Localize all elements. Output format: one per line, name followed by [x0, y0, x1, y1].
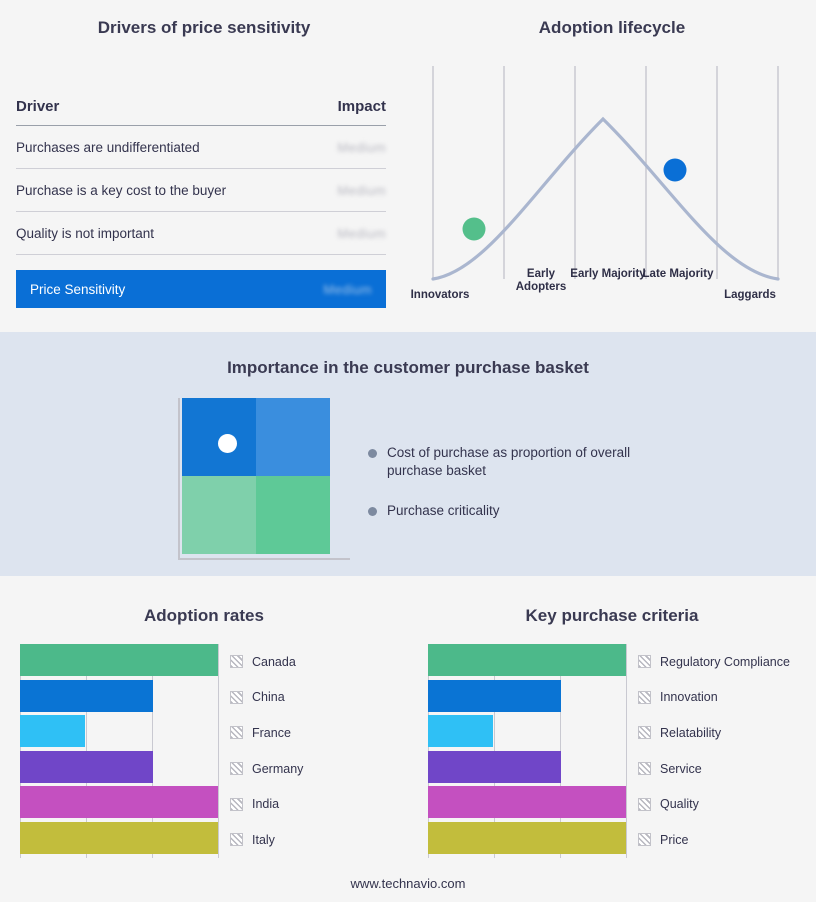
hatch-swatch-icon: [230, 798, 243, 811]
bar: [428, 822, 626, 854]
hatch-swatch-icon: [230, 762, 243, 775]
lifecycle-stage-label: Late Majority: [642, 268, 714, 280]
header-driver: Driver: [16, 98, 60, 115]
legend-label: Price: [660, 832, 689, 847]
purchase-criteria-chart: [428, 644, 628, 858]
hatch-swatch-icon: [230, 833, 243, 846]
purchase-criteria-panel: [408, 576, 816, 902]
driver-name: Purchases are undifferentiated: [16, 139, 200, 155]
purchase-criteria-title: Key purchase criteria: [525, 606, 699, 625]
driver-name: Purchase is a key cost to the buyer: [16, 182, 227, 198]
drivers-title: Drivers of price sensitivity: [97, 18, 311, 37]
lifecycle-curve-chart: [426, 66, 798, 291]
driver-impact: Medium: [337, 182, 386, 198]
bar-row: [428, 680, 628, 712]
table-row: [16, 212, 386, 255]
hatch-swatch-icon: [230, 655, 243, 668]
bar-row: [20, 644, 220, 676]
bar-row: [20, 822, 220, 854]
adoption-lifecycle-panel: [408, 0, 816, 332]
hatch-swatch-icon: [638, 833, 651, 846]
adoption-rates-panel: [0, 576, 408, 902]
quadrant-cell-bottom-right: [256, 476, 330, 554]
bar: [20, 822, 218, 854]
bar: [20, 751, 153, 783]
lifecycle-marker-late-majority: [664, 159, 687, 182]
legend-item: [638, 715, 790, 751]
legend-item: [230, 644, 303, 680]
quadrant-x-axis: [178, 558, 350, 560]
basket-legend: [368, 444, 637, 542]
lifecycle-marker-innovators: [463, 218, 486, 241]
quadrant-cell-bottom-left: [182, 476, 256, 554]
legend-label: Italy: [252, 832, 275, 847]
basket-title: Importance in the customer purchase basket: [227, 358, 589, 377]
hatch-swatch-icon: [638, 762, 651, 775]
bar: [428, 786, 626, 818]
hatch-swatch-icon: [230, 726, 243, 739]
header-impact: Impact: [337, 98, 386, 115]
lifecycle-stage-label: Innovators: [410, 289, 470, 301]
legend-item: [638, 822, 790, 858]
legend-label: Purchase criticality: [387, 503, 500, 518]
legend-item: [638, 786, 790, 822]
quadrant-cells: [182, 398, 330, 554]
table-header-row: [16, 88, 386, 126]
bar-row: [428, 644, 628, 676]
lifecycle-title: Adoption lifecycle: [538, 18, 686, 37]
legend-item: [230, 715, 303, 751]
bar: [20, 715, 85, 747]
price-sensitivity-impact: Medium: [323, 281, 372, 297]
price-sensitivity-label: Price Sensitivity: [30, 281, 126, 297]
driver-impact: Medium: [337, 225, 386, 241]
legend-label: Service: [660, 761, 702, 776]
legend-item: [230, 680, 303, 716]
driver-impact: Medium: [337, 139, 386, 155]
legend-item: [230, 751, 303, 787]
bar-row: [20, 680, 220, 712]
bar: [20, 680, 153, 712]
bar: [428, 644, 626, 676]
legend-label: Canada: [252, 654, 296, 669]
legend-label: France: [252, 725, 291, 740]
quadrant-cell-top-right: [256, 398, 330, 476]
legend-item: [230, 786, 303, 822]
bar: [428, 715, 493, 747]
footer-url: www.technavio.com: [350, 876, 466, 891]
hatch-swatch-icon: [638, 798, 651, 811]
purchase-criteria-legend: [638, 644, 790, 858]
legend-label: Cost of purchase as proportion of overall purchase basket: [387, 445, 631, 478]
legend-item: [230, 822, 303, 858]
legend-label: Regulatory Compliance: [660, 654, 790, 669]
quadrant-position-marker: [218, 434, 237, 453]
drivers-panel: [0, 0, 408, 332]
quadrant-y-axis: [178, 398, 180, 558]
legend-item: [368, 502, 637, 520]
legend-label: China: [252, 690, 285, 705]
legend-item: [368, 444, 637, 480]
adoption-rates-chart: [20, 644, 220, 858]
adoption-rates-legend: [230, 644, 303, 858]
adoption-rates-title: Adoption rates: [144, 606, 264, 625]
legend-label: Quality: [660, 797, 699, 812]
table-row: [16, 169, 386, 212]
legend-label: Germany: [252, 761, 304, 776]
legend-label: India: [252, 797, 280, 812]
legend-label: Relatability: [660, 725, 722, 740]
lifecycle-stage-label: Laggards: [724, 289, 776, 301]
bar-row: [428, 751, 628, 783]
bar-row: [20, 751, 220, 783]
legend-item: [638, 644, 790, 680]
bar-row: [428, 822, 628, 854]
legend-item: [638, 680, 790, 716]
hatch-swatch-icon: [638, 691, 651, 704]
quadrant-chart: [178, 398, 338, 558]
hatch-swatch-icon: [230, 691, 243, 704]
drivers-table: [16, 88, 386, 255]
purchase-basket-panel: [0, 332, 816, 576]
bar: [428, 751, 561, 783]
table-row: [16, 126, 386, 169]
bar-row: [20, 786, 220, 818]
bar-row: [428, 786, 628, 818]
legend-item: [638, 751, 790, 787]
bar-row: [20, 715, 220, 747]
lifecycle-stage-label: Early Majority: [570, 268, 646, 280]
bullet-icon: [368, 449, 377, 458]
legend-label: Innovation: [660, 690, 718, 705]
bar: [20, 786, 218, 818]
driver-name: Quality is not important: [16, 225, 155, 241]
bar-row: [428, 715, 628, 747]
bar: [20, 644, 218, 676]
bullet-icon: [368, 507, 377, 516]
bar: [428, 680, 561, 712]
price-sensitivity-summary: [16, 270, 386, 308]
hatch-swatch-icon: [638, 726, 651, 739]
lifecycle-stage-label: Early Adopters: [515, 268, 567, 293]
hatch-swatch-icon: [638, 655, 651, 668]
